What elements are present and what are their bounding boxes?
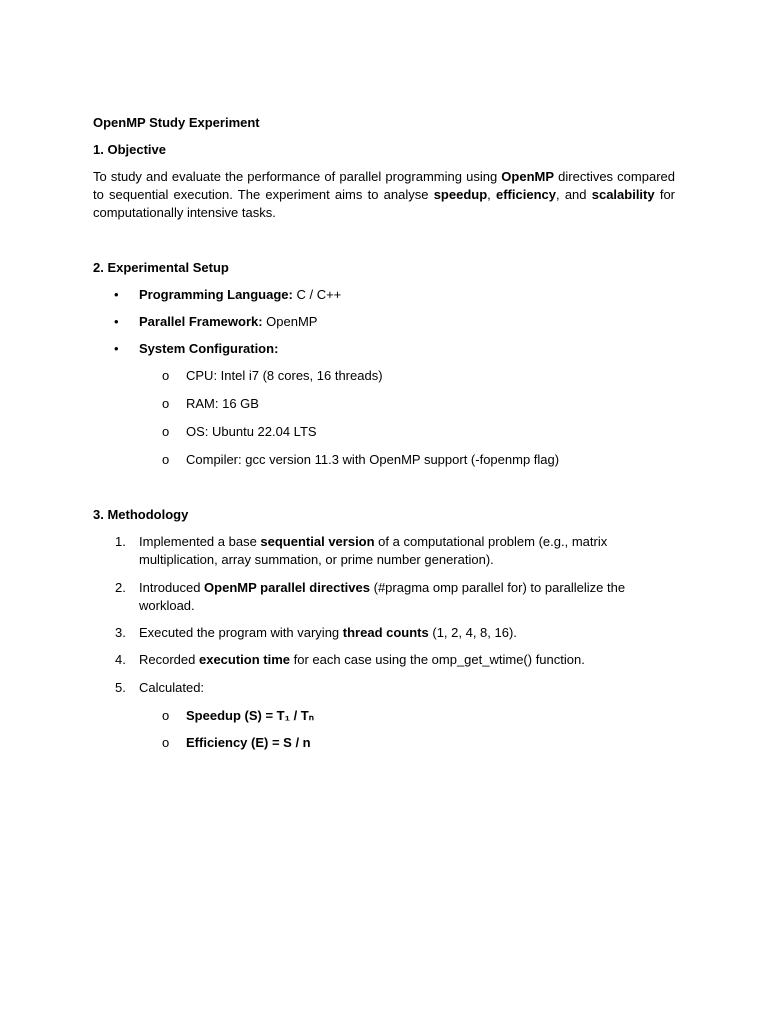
sub-bullet-marker: o	[162, 735, 170, 750]
method-step-3: 3. Executed the program with varying thread counts (1, 2, 4, 8, 16).	[115, 625, 517, 640]
setup-item-language: • Programming Language: C / C++	[114, 287, 342, 302]
step-number: 2.	[115, 580, 126, 595]
method-step-4: 4. Recorded execution time for each case using the omp_get_wtime() function.	[115, 652, 585, 667]
setup-item-framework: • Parallel Framework: OpenMP	[114, 314, 318, 329]
step-number: 3.	[115, 625, 126, 640]
bullet-marker: •	[114, 341, 119, 356]
method-step-1: 1. Implemented a base sequential version of a computational problem (e.g., matrix multiplication, array summation, or prime number generation).	[115, 534, 608, 567]
bullet-marker: •	[114, 287, 119, 302]
step-number: 1.	[115, 534, 126, 549]
methodology-heading: 3. Methodology	[93, 507, 189, 522]
sub-bullet-marker: o	[162, 368, 170, 383]
sub-bullet-marker: o	[162, 424, 170, 439]
config-item-ram: o RAM: 16 GB	[162, 396, 259, 411]
step-number: 5.	[115, 680, 126, 695]
objective-heading: 1. Objective	[93, 142, 166, 157]
formula-efficiency: o Efficiency (E) = S / n	[162, 735, 311, 750]
config-item-cpu: o CPU: Intel i7 (8 cores, 16 threads)	[162, 368, 383, 383]
document-body	[93, 114, 675, 752]
sub-bullet-marker: o	[162, 396, 170, 411]
setup-item-system: • System Configuration:	[114, 341, 279, 356]
bullet-marker: •	[114, 314, 119, 329]
setup-heading: 2. Experimental Setup	[93, 260, 229, 275]
sub-bullet-marker: o	[162, 452, 170, 467]
method-step-5: 5. Calculated:	[115, 680, 205, 695]
config-item-os: o OS: Ubuntu 22.04 LTS	[162, 424, 317, 439]
formula-speedup: o Speedup (S) = T₁ / Tₙ	[162, 708, 314, 723]
method-step-2: 2. Introduced OpenMP parallel directives (#pragma omp parallel for) to parallelize the workload.	[115, 580, 626, 613]
step-number: 4.	[115, 652, 126, 667]
sub-bullet-marker: o	[162, 708, 170, 723]
objective-paragraph: To study and evaluate the performance of parallel programming using OpenMP directives compared to sequential execution. The experiment aims to analyse speedup, efficiency, and scalability for computationally intensive tasks.	[93, 169, 675, 220]
config-item-compiler: o Compiler: gcc version 11.3 with OpenMP support (-fopenmp flag)	[162, 452, 560, 467]
document-title: OpenMP Study Experiment	[93, 115, 260, 130]
